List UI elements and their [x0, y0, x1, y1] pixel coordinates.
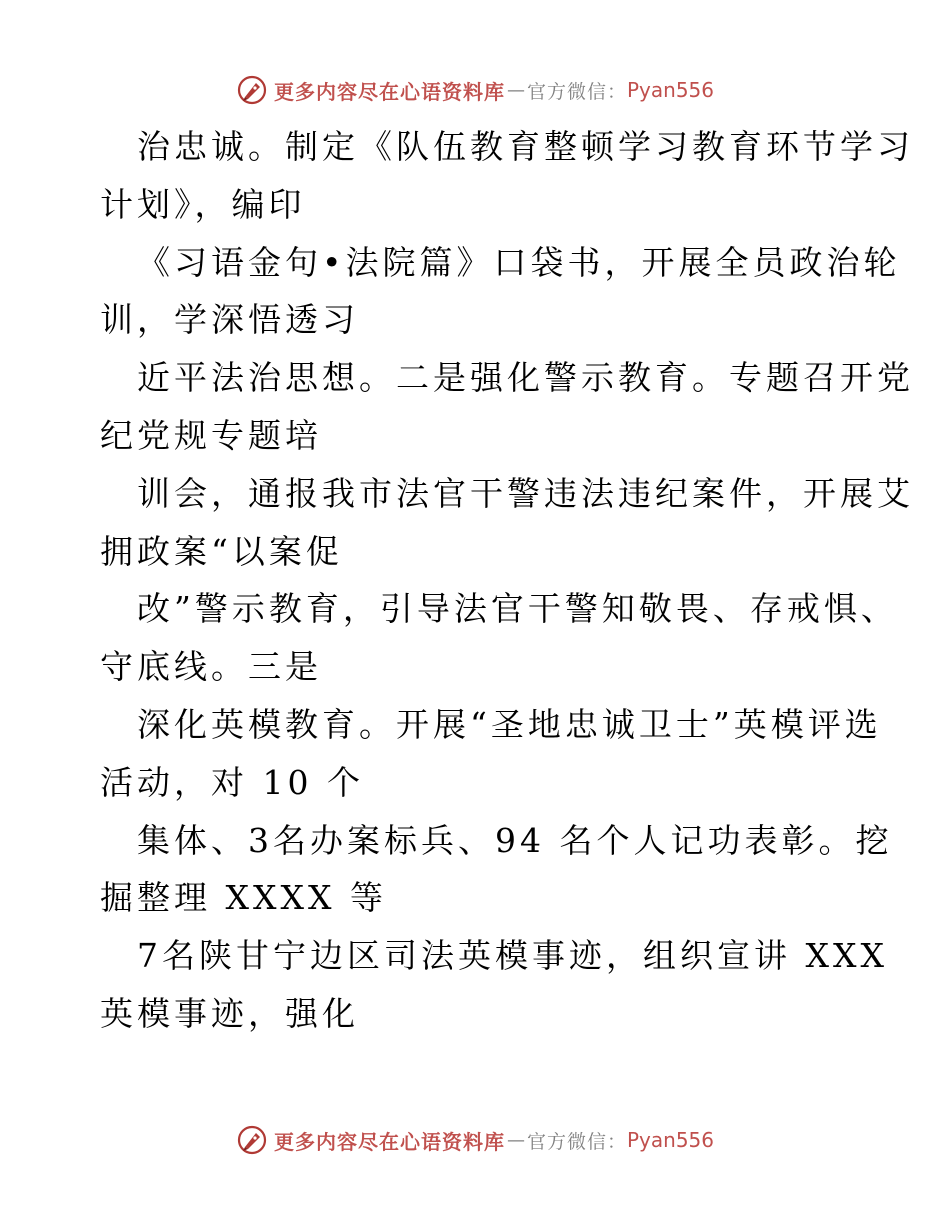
banner-separator: — [506, 79, 525, 101]
pen-nib-logo-icon [236, 1124, 268, 1156]
text-line: 活动，对 10 个 [100, 762, 364, 802]
document-body [100, 118, 914, 1043]
text-line: 训会，通报我市法官干警违法违纪案件，开展艾 [137, 473, 914, 513]
text-line: 集体、3名办案标兵、94 名个人记功表彰。挖 [137, 820, 893, 860]
text-line: 纪党规专题培 [100, 415, 322, 455]
text-line: 《习语金句•法院篇》口袋书，开展全员政治轮 [137, 242, 901, 282]
text-line: 7名陕甘宁边区司法英模事迹，组织宣讲 XXX [137, 936, 888, 976]
text-line: 训，学深悟透习 [100, 300, 359, 340]
wechat-label: 官方微信： [526, 1130, 627, 1153]
wechat-account: Pyan556 [627, 78, 715, 102]
brand-text: 更多内容尽在心语资料库 [273, 79, 505, 104]
text-line: 治忠诚。制定《队伍教育整顿学习教育环节学习 [137, 127, 914, 166]
brand-text: 更多内容尽在心语资料库 [273, 1129, 505, 1154]
wechat-account: Pyan556 [627, 1128, 715, 1152]
text-line: 拥政案“以案促 [100, 531, 343, 571]
text-line: 改”警示教育，引导法官干警知敬畏、存戒惧、 [137, 589, 898, 629]
text-line: 计划》，编印 [100, 184, 306, 224]
banner-separator: — [506, 1129, 525, 1151]
text-line: 守底线。三是 [100, 647, 322, 687]
header-banner [0, 70, 950, 110]
text-line: 近平法治思想。二是强化警示教育。专题召开党 [137, 358, 914, 398]
text-line: 英模事迹，强化 [100, 993, 359, 1033]
text-line: 掘整理 XXXX 等 [100, 878, 387, 918]
pen-nib-logo-icon [236, 74, 268, 106]
text-line: 深化英模教育。开展“圣地忠诚卫士”英模评选 [137, 704, 882, 744]
footer-banner [0, 1120, 950, 1160]
wechat-label: 官方微信： [526, 80, 627, 103]
